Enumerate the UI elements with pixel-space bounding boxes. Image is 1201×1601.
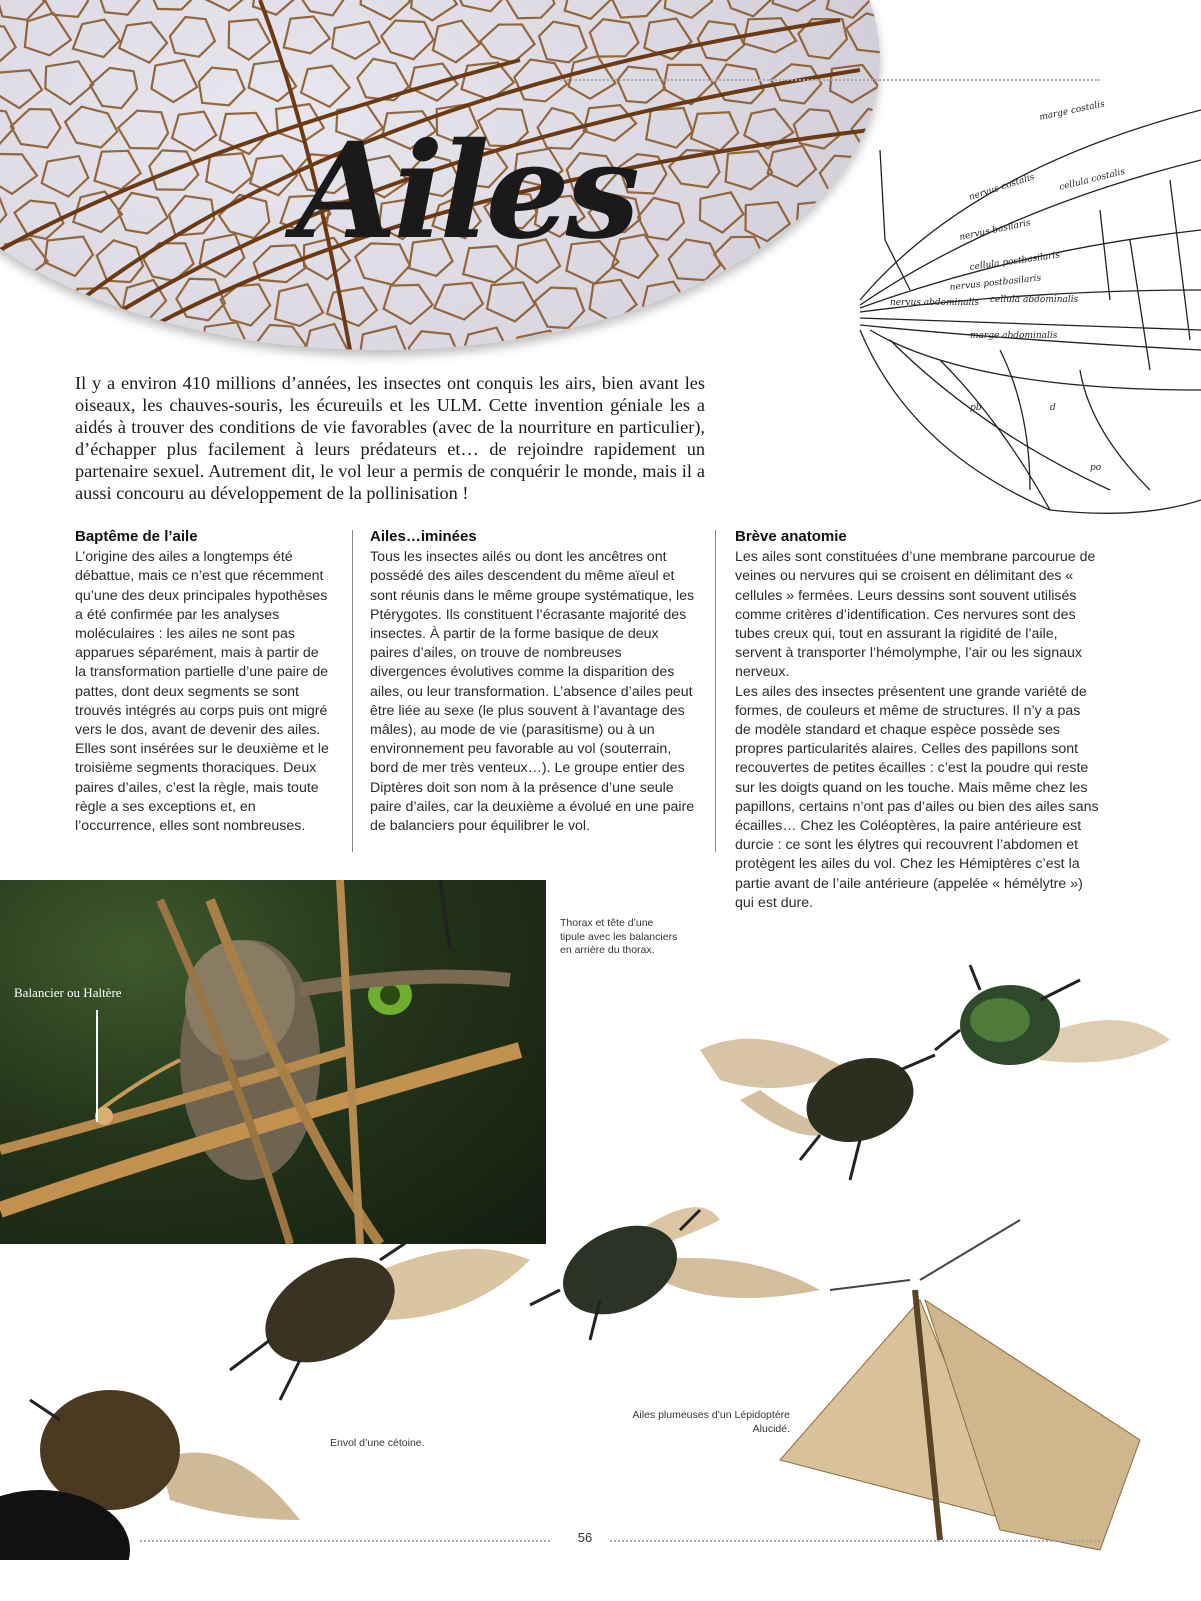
wing-cell bbox=[65, 107, 117, 148]
wing-cell bbox=[176, 279, 225, 321]
alucite-moth bbox=[780, 1220, 1140, 1550]
caption-moth: Ailes plumeuses d’un Lépidoptère Alucidé. bbox=[632, 1409, 790, 1435]
wing-cell bbox=[170, 17, 215, 57]
label-nervus-postbasilaris: nervus postbasilaris bbox=[949, 273, 1042, 293]
label-nervus-costalis: nervus costalis bbox=[967, 172, 1036, 203]
wing-anatomy-diagram bbox=[850, 90, 1201, 530]
wing-cell bbox=[146, 329, 196, 351]
wing-cell bbox=[118, 111, 168, 149]
wing-cell bbox=[590, 280, 637, 323]
cetoine-beetle-1 bbox=[935, 965, 1170, 1065]
wing-cell bbox=[768, 146, 816, 187]
wing-cell bbox=[746, 202, 790, 241]
section-breve-anatomie bbox=[735, 527, 1100, 913]
section-text: Les ailes sont constituées d’une membrane parcourue de veines ou nervures qui se croisent en délimitant des « cellules » fermées. Leurs dessins sont souvent utilisés comme critères d’identification. Ces nervures sont des tubes creux qui, tout en assurant la rigidité de l’aile, servent à transporter l’hémolymphe, l’air ou les signaux nerveux. bbox=[735, 549, 1096, 681]
wing-cell bbox=[487, 282, 535, 321]
cetoine-beetle-2 bbox=[700, 1039, 935, 1180]
label-marge-costalis: marge costalis bbox=[1038, 99, 1106, 123]
intro-paragraph: Il y a environ 410 millions d’années, les insectes ont conquis les airs, bien avant les oiseaux, les chauves-souris, les écureuils et les ULM. Cette invention géniale les a aidés à trouver des conditions de vie favorables (avec de la nourriture en particulier), d’échapper plus facilement à leurs prédateurs et… de rejoindre rapidement un partenaire sexuel. Autrement dit, le vol leur a permis de conquérir le monde, mais il a aussi concouru au développement de la pollinisation ! bbox=[75, 373, 705, 503]
wing-cell bbox=[0, 191, 6, 231]
page-number: 56 bbox=[577, 1530, 593, 1545]
flying-insects-photos bbox=[0, 960, 1201, 1560]
cetoine-beetle-5 bbox=[0, 1390, 300, 1560]
wing-cell bbox=[172, 112, 216, 151]
wing-cell bbox=[565, 0, 612, 19]
label-nervus-basilaris: nervus basilaris bbox=[958, 218, 1032, 243]
wing-cell bbox=[384, 285, 433, 324]
wing-cell bbox=[229, 19, 270, 59]
label-pb: pb bbox=[970, 403, 982, 413]
wing-cell bbox=[539, 22, 587, 63]
wing-cell bbox=[203, 322, 247, 350]
wing-cell bbox=[119, 22, 167, 62]
wing-cell bbox=[0, 276, 16, 319]
wing-cell bbox=[151, 60, 197, 102]
wing-diagram-drawing bbox=[850, 90, 1201, 530]
wing-cell bbox=[669, 240, 721, 281]
wing-cell bbox=[206, 153, 252, 193]
wing-cell bbox=[0, 154, 37, 194]
wing-cell bbox=[434, 283, 483, 320]
page-title: Ailes bbox=[295, 114, 637, 269]
wing-cell bbox=[777, 235, 819, 276]
wing-cell bbox=[219, 195, 269, 238]
wing-cell bbox=[794, 109, 840, 148]
wing-cell bbox=[42, 156, 89, 197]
wing-cell bbox=[846, 13, 880, 52]
wing-cell bbox=[97, 0, 144, 15]
wing-cell bbox=[618, 67, 666, 103]
balancier-label: Balancier ou Haltère bbox=[14, 985, 122, 1000]
top-divider bbox=[560, 79, 1100, 81]
wing-cell bbox=[257, 325, 306, 350]
wing-cell bbox=[773, 0, 821, 11]
wing-cell bbox=[118, 193, 167, 234]
wing-cell bbox=[433, 21, 480, 63]
wing-cell bbox=[643, 282, 690, 323]
section-heading: Brève anatomie bbox=[735, 528, 847, 545]
label-cellula-postbasilaris: cellula postbasilaris bbox=[969, 250, 1061, 273]
wing-cell bbox=[361, 0, 410, 19]
wing-cell bbox=[73, 20, 120, 57]
wing-cell bbox=[569, 56, 616, 98]
wing-cell bbox=[149, 0, 199, 10]
wing-cell bbox=[535, 288, 585, 329]
column-divider bbox=[715, 530, 716, 852]
wing-cell bbox=[90, 68, 137, 108]
section-ailes-iminees bbox=[370, 527, 695, 836]
section-heading: Baptême de l’aile bbox=[75, 528, 198, 545]
label-po: po bbox=[1090, 463, 1102, 473]
bottom-divider-left bbox=[140, 1540, 550, 1542]
wing-cell bbox=[327, 288, 377, 326]
wing-cell bbox=[700, 192, 744, 232]
wing-cell bbox=[381, 21, 433, 60]
cetoine-beetle-3 bbox=[530, 1207, 820, 1340]
wing-cell bbox=[723, 329, 773, 351]
caption-thorax: Thorax et tête d’une tipule avec les balanciers en arrière du thorax. bbox=[560, 917, 678, 956]
wing-cell bbox=[411, 0, 457, 20]
wing-cell bbox=[454, 0, 506, 11]
cetoine-beetle-4 bbox=[230, 1236, 530, 1400]
wing-cell bbox=[797, 201, 846, 238]
wing-cell bbox=[665, 0, 713, 18]
wing-cell bbox=[0, 70, 42, 108]
label-marge-abdominalis: marge abdominalis bbox=[970, 331, 1058, 341]
wing-cell bbox=[45, 237, 93, 276]
label-d: d bbox=[1050, 403, 1056, 413]
wing-cell bbox=[205, 0, 252, 11]
bottom-divider-right bbox=[610, 1540, 1100, 1542]
label-cellula-costalis: cellula costalis bbox=[1058, 166, 1127, 193]
wing-cell bbox=[0, 24, 16, 64]
wing-cell bbox=[284, 17, 330, 54]
wing-cell bbox=[332, 22, 380, 59]
section-text: L’origine des ailes a longtemps été débattue, mais ce n’est que récemment qu’une des deux principales hypothèses a été confirmée par les analyses moléculaires : les ailes ne sont pas apparues séparément, mais à partir de la transformation partielle d’une paire de pattes, dont deux segments se sont trouvés intégrés au corps puis ont migré vers le dos, avant de devenir des ailes. Elles sont insérées sur le deuxième et le troisième segments thoraciques. Deux paires d’ailes, c’est la règle, mais toute règle a ses exceptions et, en l’occurrence, elles sont nombreuses. bbox=[75, 549, 329, 835]
wing-cell bbox=[25, 13, 71, 55]
wing-cell bbox=[95, 151, 141, 190]
wing-cell bbox=[304, 324, 347, 350]
section-bapteme bbox=[75, 527, 330, 836]
insects-image bbox=[0, 960, 1201, 1560]
section-heading: Ailes…iminées bbox=[370, 528, 477, 545]
wing-cell bbox=[506, 0, 555, 18]
wing-cell bbox=[691, 112, 738, 150]
wing-cell bbox=[616, 331, 667, 350]
wing-cell bbox=[73, 192, 122, 233]
wing-cell bbox=[714, 237, 765, 273]
wing-cell bbox=[296, 0, 346, 15]
wing-cell bbox=[45, 61, 93, 104]
wing-cell bbox=[301, 66, 349, 107]
section-text: Tous les insectes ailés ou dont les ancêtres ont possédé des ailes descendent du même aïeul et sont réunis dans le même groupe systématique, les Ptérygotes. Ils constituent l’écrasante majorité des insectes. À partir de la forme basique de deux paires d’ailes, on trouve de nombreuses divergences évolutives comme la disparition des ailes, ou leur transformation. L’absence d’ailes peut être liée au sexe (le plus souvent à l’avantage des mâles), au mode de vie (parasitisme) ou à un environnement peu favorable au vol (souterrain, bord de mer très venteux…). Le groupe entier des Diptères doit son nom à la présence d’une seule paire d’ailes, car la deuxième a évolué en une paire de balanciers pour équilibrer le vol. bbox=[370, 549, 695, 835]
wing-cell bbox=[480, 25, 534, 63]
wing-cell bbox=[714, 64, 763, 103]
wing-cell bbox=[0, 0, 44, 20]
column-divider bbox=[352, 530, 353, 852]
wing-cell bbox=[590, 19, 639, 56]
wing-cell bbox=[771, 330, 821, 350]
wing-cell bbox=[610, 0, 661, 18]
wing-cell bbox=[11, 109, 61, 148]
wing-cell bbox=[725, 0, 772, 16]
section-text-2: Les ailes des insectes présentent une grande variété de formes, de couleurs et même de structures. Il n’y a pas de modèle standard et chaque espèce possède ses propres particularités alaires. Celles des papillons sont recouvertes de petites écailles : c’est la poudre qui reste sur les doigts quand on les touche. Mais même chez les papillons, certains n’ont pas d’ailes ou bien des ailes sans écailles… Chez les Coléoptères, la paire antérieure est durcie : ce sont les élytres qui recouvrent l’abdomen et protègent les ailes du vol. Chez les Hémiptères c’est la partie avant de l’aile antérieure (appelée « hémélytre ») qui est dure. bbox=[735, 683, 1099, 911]
wing-cell bbox=[556, 332, 605, 350]
caption-cetoine: Envol d’une cétoine. bbox=[330, 1437, 425, 1449]
label-nervus-abdominalis: nervus abdominalis bbox=[890, 298, 980, 308]
wing-cell bbox=[275, 284, 323, 326]
wing-cell bbox=[409, 331, 459, 350]
wing-cell bbox=[796, 285, 847, 324]
wing-cell bbox=[726, 151, 773, 189]
wing-cell bbox=[511, 331, 560, 350]
wing-cell bbox=[874, 0, 880, 17]
wing-cell bbox=[693, 290, 742, 326]
wing-cell bbox=[665, 331, 717, 350]
wing-cell bbox=[745, 289, 793, 326]
wing-cell bbox=[199, 68, 245, 106]
wing-cell bbox=[462, 328, 508, 350]
label-cellula-abdominalis: cellula abdominalis bbox=[990, 295, 1079, 305]
wing-cell bbox=[359, 326, 406, 350]
